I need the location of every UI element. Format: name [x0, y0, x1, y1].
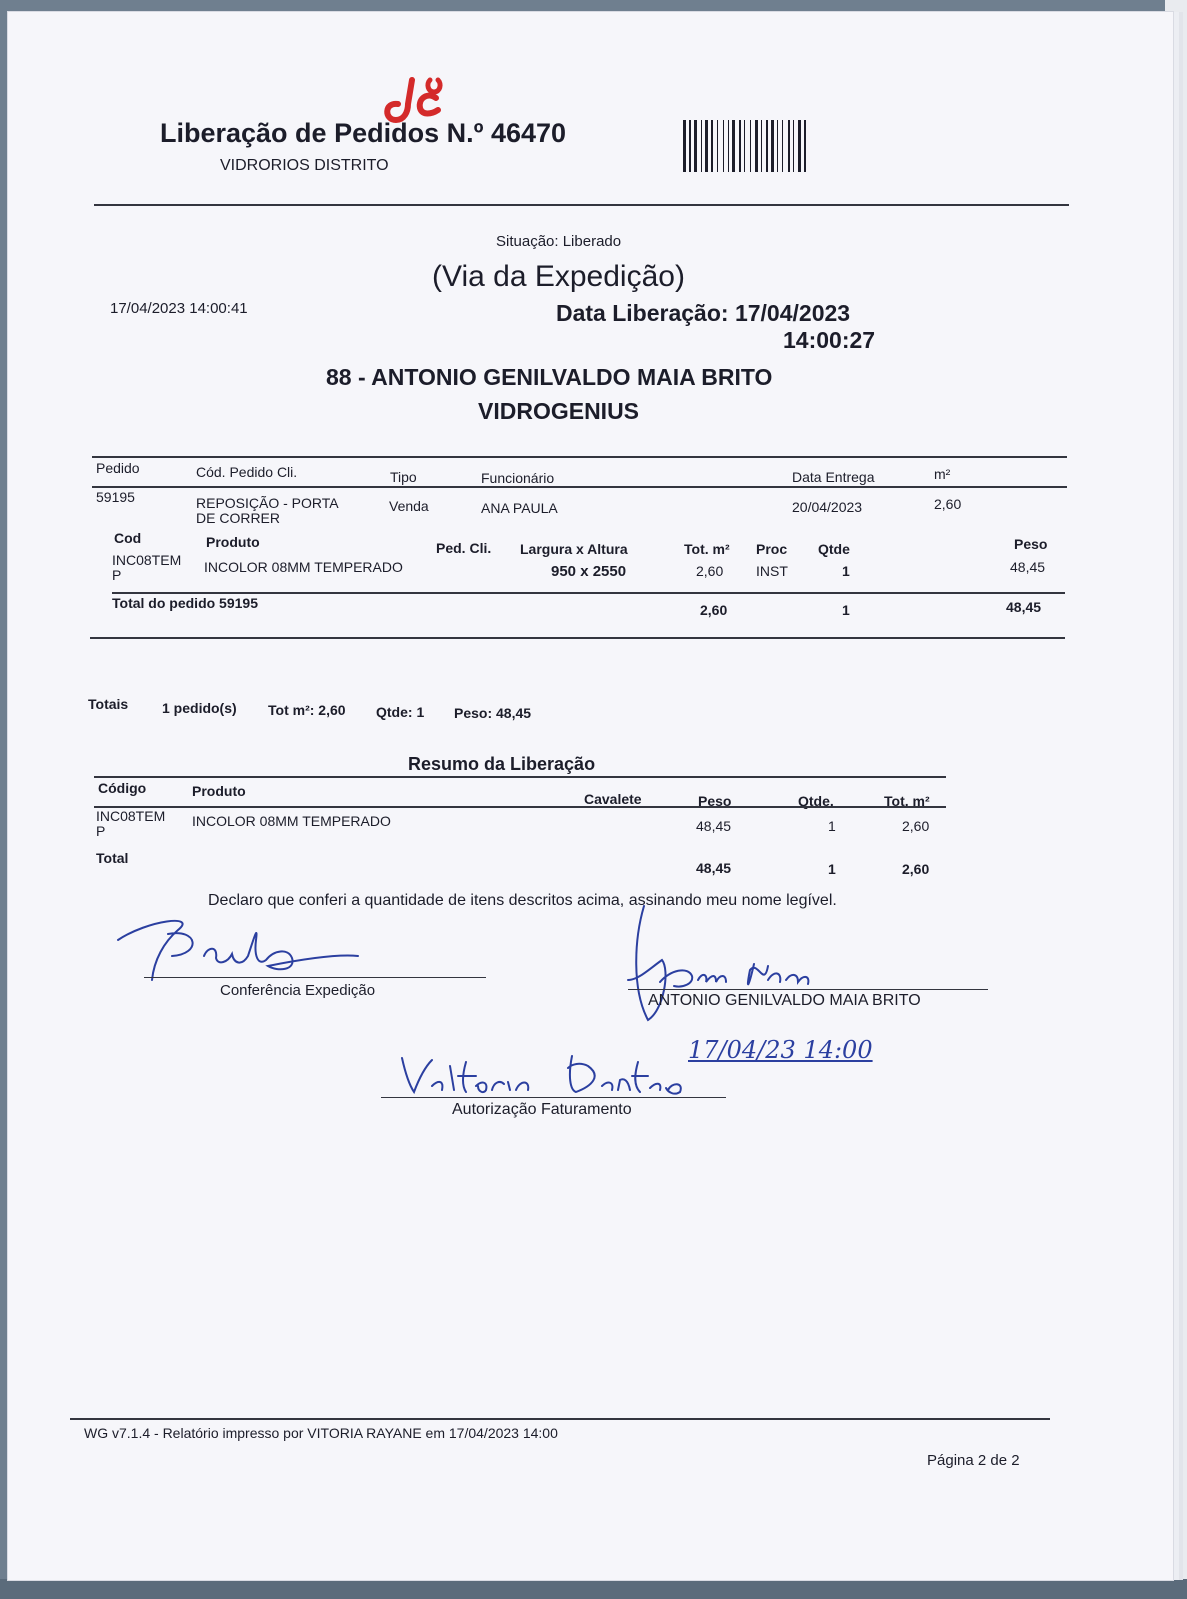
order-total-label: Total do pedido 59195: [112, 595, 258, 611]
order-total-peso: 48,45: [1006, 599, 1042, 615]
item-header-qtde: Qtde: [818, 541, 850, 557]
col-header-tipo: Tipo: [390, 469, 417, 485]
autorizacao-label: Autorização Faturamento: [452, 1101, 632, 1118]
conferencia-signature: [108, 910, 378, 990]
data-liberacao-label: Data Liberação:: [556, 300, 729, 326]
data-liberacao-time: 14:00:27: [783, 327, 876, 353]
summary-header-tot-m2: Tot. m²: [884, 793, 930, 809]
summary-row-peso: 48,45: [696, 818, 732, 834]
summary-row-codigo: [96, 809, 165, 839]
col-header-pedido: Pedido: [96, 460, 140, 476]
item-cod-line2: P: [112, 567, 122, 583]
data-liberacao: [556, 300, 850, 327]
summary-cod-line2: P: [96, 823, 106, 839]
order-cod-line2: DE CORRER: [196, 510, 281, 526]
summary-header-peso: Peso: [698, 793, 732, 809]
order-funcionario: ANA PAULA: [481, 500, 558, 516]
summary-total-peso: 48,45: [696, 860, 732, 876]
summary-total-label: Total: [96, 850, 129, 866]
item-header-tot-m2: Tot. m²: [684, 541, 730, 557]
order-tipo: Venda: [389, 498, 429, 514]
order-data-entrega: 20/04/2023: [792, 499, 863, 515]
item-header-produto: Produto: [206, 534, 260, 550]
handwritten-date: 17/04/23 14:00: [688, 1036, 873, 1064]
summary-title: Resumo da Liberação: [408, 754, 596, 774]
item-dimensions: 950 x 2550: [551, 563, 627, 580]
summary-top-rule: [94, 776, 946, 778]
totals-qtde: Qtde: 1: [376, 704, 425, 720]
item-qtde: 1: [842, 563, 850, 579]
item-peso: 48,45: [1010, 559, 1046, 575]
order-table-bottom-rule: [90, 637, 1065, 639]
item-proc: INST: [756, 563, 788, 579]
item-cod: [112, 553, 181, 583]
summary-header-rule: [94, 806, 946, 808]
summary-cod-line1: INC08TEM: [96, 808, 166, 824]
item-header-cod: Cod: [114, 530, 142, 546]
autorizacao-line: [381, 1097, 726, 1098]
summary-row-produto: INCOLOR 08MM TEMPERADO: [192, 813, 391, 829]
col-header-funcionario: Funcionário: [481, 470, 555, 486]
order-pedido: 59195: [96, 489, 135, 505]
order-total-qtde: 1: [842, 602, 850, 618]
order-cod-pedido-cli: [196, 496, 339, 526]
item-header-peso: Peso: [1014, 536, 1048, 552]
client-name: 88 - ANTONIO GENILVALDO MAIA BRITO: [326, 364, 773, 390]
totals-m2: Tot m²: 2,60: [268, 702, 346, 718]
printed-timestamp: 17/04/2023 14:00:41: [110, 300, 248, 317]
footer-printed-by: WG v7.1.4 - Relatório impresso por VITORIA RAYANE em 17/04/2023 14:00: [84, 1425, 558, 1441]
col-header-data-entrega: Data Entrega: [792, 469, 875, 485]
conferencia-label: Conferência Expedição: [220, 982, 376, 999]
report-title: Liberação de Pedidos N.º 46470: [160, 118, 567, 148]
summary-header-cavalete: Cavalete: [584, 791, 642, 807]
col-header-m2: m²: [934, 466, 951, 482]
client-signature-name: ANTONIO GENILVALDO MAIA BRITO: [648, 992, 921, 1009]
order-table-top-rule: [92, 456, 1067, 458]
item-header-largura-altura: Largura x Altura: [520, 541, 628, 557]
header-divider: [94, 204, 1069, 206]
order-m2: 2,60: [934, 496, 962, 512]
client-signature-line: [628, 989, 988, 990]
totals-label: Totais: [88, 696, 129, 712]
summary-total-tot-m2: 2,60: [902, 861, 930, 877]
item-header-ped-cli: Ped. Cli.: [436, 540, 492, 556]
client-company: VIDROGENIUS: [478, 398, 640, 424]
barcode-icon: [681, 120, 857, 172]
item-total-rule: [112, 592, 1065, 594]
totals-peso: Peso: 48,45: [454, 705, 532, 721]
summary-row-qtde: 1: [828, 818, 836, 834]
via-label: (Via da Expedição): [432, 260, 685, 293]
totals-pedidos: 1 pedido(s): [162, 700, 237, 716]
client-signature: [618, 900, 828, 1030]
company-name: VIDRORIOS DISTRITO: [220, 157, 389, 174]
conferencia-line: [144, 977, 486, 978]
summary-header-qtde: Qtde.: [798, 793, 834, 809]
summary-row-tot-m2: 2,60: [902, 818, 930, 834]
item-tot-m2: 2,60: [696, 563, 724, 579]
footer-page-number: Página 2 de 2: [927, 1452, 1020, 1469]
declaration-text: Declaro que conferi a quantidade de itens descritos acima, assinando meu nome legível.: [208, 892, 837, 909]
item-header-proc: Proc: [756, 541, 788, 557]
status-situacao: Situação: Liberado: [496, 233, 622, 250]
summary-header-codigo: Código: [98, 780, 147, 796]
order-total-m2: 2,60: [700, 602, 728, 618]
order-cod-line1: REPOSIÇÃO - PORTA: [196, 495, 339, 511]
summary-header-produto: Produto: [192, 783, 246, 799]
desk-surface: [0, 1579, 1187, 1599]
item-cod-line1: INC08TEM: [112, 552, 182, 568]
data-liberacao-date: 17/04/2023: [734, 300, 851, 326]
col-header-cod-pedido-cli: Cód. Pedido Cli.: [196, 464, 298, 480]
item-produto: INCOLOR 08MM TEMPERADO: [204, 559, 403, 575]
footer-rule: [70, 1418, 1050, 1420]
summary-total-qtde: 1: [828, 861, 836, 877]
order-table-header-rule: [92, 486, 1067, 488]
document-page: [8, 12, 1173, 1580]
